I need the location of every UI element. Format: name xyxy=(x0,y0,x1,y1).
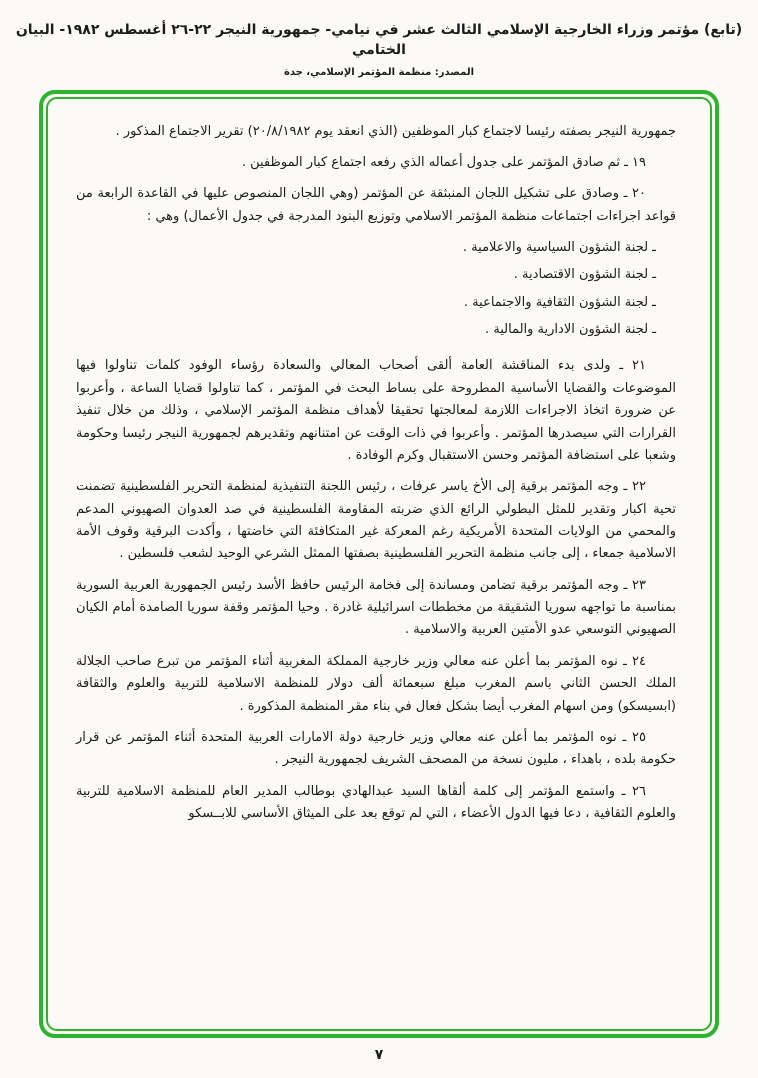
source-line: المصدر: منظمة المؤتمر الإسلامي، جدة xyxy=(283,66,475,78)
paragraph: ١٩ ـ ثم صادق المؤتمر على جدول أعماله الذي رفعه اجتماع كبار الموظفين . xyxy=(241,154,646,170)
committee-list-item: ـ لجنة الشؤون الاقتصادية . xyxy=(513,267,656,283)
paragraph: ٢٦ ـ واستمع المؤتمر إلى كلمة ألقاها السيد عبدالهادي بوطالب المدير العام للمنظمة الاسلامية للتربية والعلوم الثقافية ، دعا فيها الدول الأعضاء ، التي لم توقع بعد على الميثاق الأساسي للابــسكو xyxy=(76,783,676,821)
green-document-frame xyxy=(39,90,719,1038)
paragraph: ٢٤ ـ نوه المؤتمر بما أعلن عنه معالي وزير خارجية المملكة المغربية أثناء المؤتمر من تبرع صاحب الجلالة الملك الحسن الثاني باسم المغرب مبلغ سبعمائة ألف دولار للمنظمة الاسلامية للتربية والعلوم والثقافة (ابسيسكو) ومن اسهام المغرب أيضا بشكل فعال في بناء مقر المنظمة المذكورة . xyxy=(76,653,676,714)
committee-list-item: ـ لجنة الشؤون الادارية والمالية . xyxy=(484,322,656,338)
page-header xyxy=(0,0,758,78)
paragraph: ٢٣ ـ وجه المؤتمر برقية تضامن ومساندة إلى فخامة الرئيس حافظ الأسد رئيس الجمهورية العربية السورية بمناسبة ما تواجهه سوريا الشقيقة من مخططات اسرائيلية غادرة . وحيا المؤتمر وقفة سوريا الصامدة أمام الكيان الصهيوني التوسعي عدو الأمتين العربية والاسلامية . xyxy=(76,577,676,638)
paragraph: ٢٠ ـ وصادق على تشكيل اللجان المنبثقة عن المؤتمر (وهي اللجان المنصوص عليها في القاعدة الرابعة من قواعد اجراءات اجتماعات منظمة المؤتمر الاسلامي وتوزيع البنود المدرجة في جدول الأعمال) وهي : xyxy=(76,186,676,224)
committee-list-item: ـ لجنة الشؤون السياسية والاعلامية . xyxy=(462,240,656,256)
paragraph: جمهورية النيجر بصفته رئيسا لاجتماع كبار الموظفين (الذي انعقد يوم ٢٠/٨/١٩٨٢) تقرير الاجتماع المذكور . xyxy=(115,123,676,139)
paragraph: ٢٥ ـ نوه المؤتمر بما أعلن عنه معالي وزير خارجية دولة الامارات العربية المتحدة أثناء المؤتمر عن قرار حكومة بلده ، باهداء ، مليون نسخة من المصحف الشريف لجمهورية النيجر . xyxy=(76,729,676,768)
committee-list-item: ـ لجنة الشؤون الثقافية والاجتماعية . xyxy=(463,294,656,310)
document-title: (تابع) مؤتمر وزراء الخارجية الإسلامي الثالث عشر في نيامي- جمهورية النيجر ٢٢-٢٦ أغسطس ١٩٨٢- البيان الختامي xyxy=(15,22,743,59)
paragraph: ٢٢ ـ وجه المؤتمر برقية إلى الأخ ياسر عرفات ، رئيس اللجنة التنفيذية لمنظمة التحرير الفلسطينية تضمنت تحية اكبار وتقدير للمثل البطولي الرائع الذي ضربته المقاومة الفلسطينية في صد العدوان الصهيوني المدعم والمحمي من الولايات المتحدة الأمريكية رغم المعركة غير المتكافئة التي خاضتها ، وأكدت البرقية وقوف الأمة الاسلامية جمعاء ، إلى جانب منظمة التحرير الفلسطينية بصفتها الممثل الشرعي الوحيد لشعب فلسطين . xyxy=(76,479,676,562)
document-body xyxy=(76,121,676,826)
paragraph: ٢١ ـ ولدى بدء المناقشة العامة ألقى أصحاب المعالي والسعادة رؤساء الوفود كلمات تناولوا فيها الموضوعات والقضايا الأساسية المطروحة على بساط البحث في المؤتمر ، كما تناولوا قضايا الساعة ، وأعربوا عن ضرورة اتخاذ الاجراءات اللازمة لمعالجتها تحقيقا لأهداف منظمة المؤتمر الإسلامي ، وذلك من خلال تنفيذ القرارات التي سيصدرها المؤتمر . وأعربوا في ذات الوقت عن امتنانهم وتقديرهم لجمهورية النيجر رئيسا وحكومة وشعبا على استضافة المؤتمر وحسن الاستقبال وكرم الوفادة . xyxy=(76,358,676,463)
green-frame-inner-border xyxy=(46,97,712,1031)
page-number: ٧ xyxy=(374,1046,384,1063)
